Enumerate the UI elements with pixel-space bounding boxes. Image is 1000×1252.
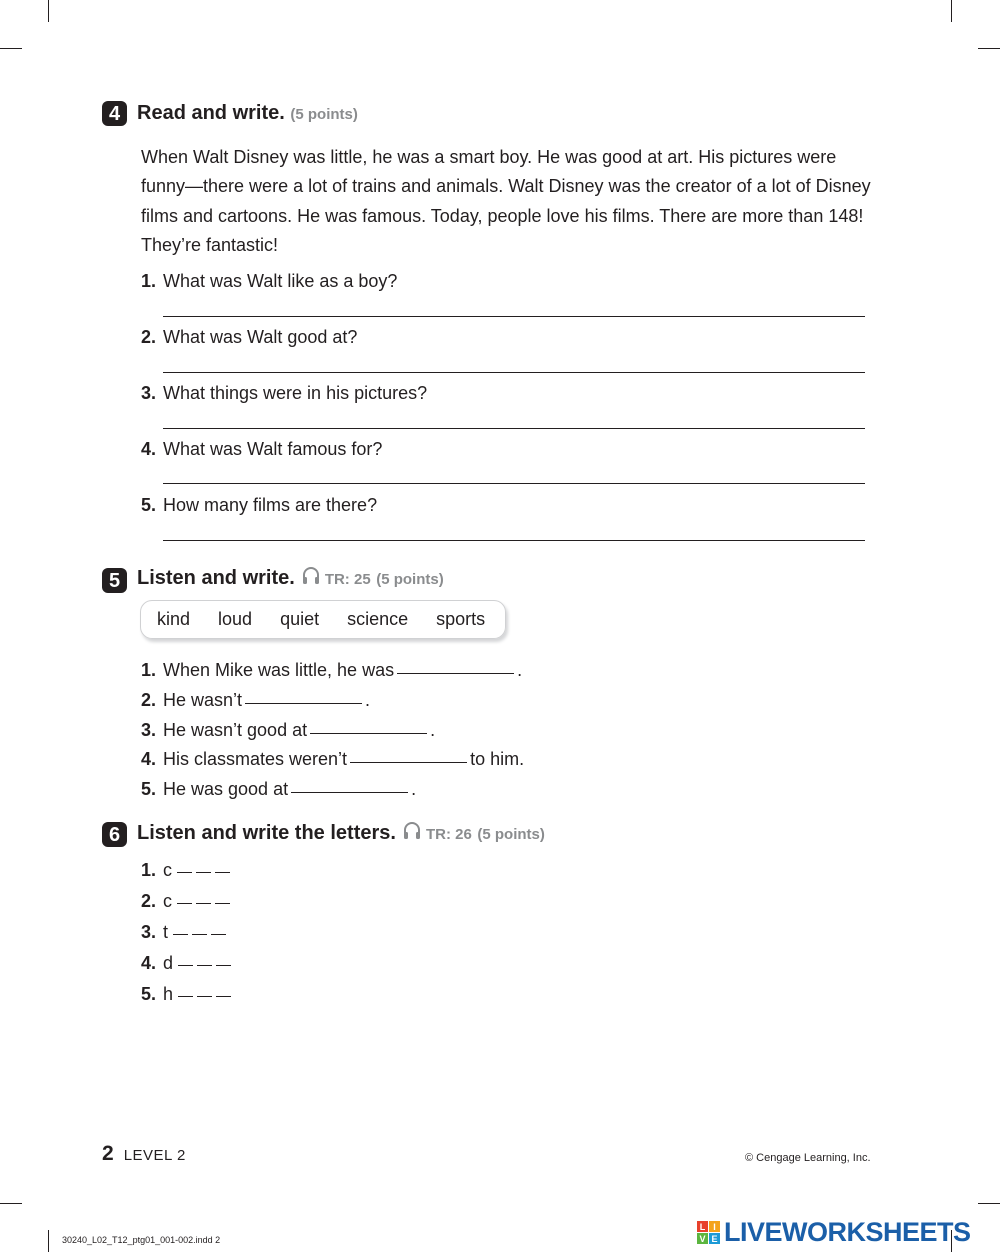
crop-mark bbox=[0, 48, 22, 49]
letter-blank[interactable] bbox=[197, 996, 212, 997]
item-number: 3. bbox=[141, 720, 157, 740]
letters-item bbox=[141, 860, 234, 881]
answer-line[interactable] bbox=[163, 372, 865, 373]
word-bank bbox=[140, 600, 506, 639]
item-text-after: . bbox=[411, 779, 417, 799]
crop-mark bbox=[978, 48, 1000, 49]
question-text: How many films are there? bbox=[163, 495, 378, 515]
section-5-title: Listen and write. bbox=[137, 567, 295, 589]
item-number: 1. bbox=[141, 860, 157, 880]
question-number: 3. bbox=[141, 383, 157, 403]
letter-blank[interactable] bbox=[173, 934, 188, 935]
item-number: 5. bbox=[141, 779, 157, 799]
answer-line[interactable] bbox=[163, 428, 865, 429]
level-label: LEVEL 2 bbox=[123, 1147, 186, 1164]
letter-blank[interactable] bbox=[177, 872, 192, 873]
fill-blank-item bbox=[141, 749, 524, 770]
letter-blank[interactable] bbox=[196, 903, 211, 904]
question-number: 4. bbox=[141, 439, 157, 459]
item-text-before: He was good at bbox=[163, 779, 289, 799]
question-item bbox=[141, 439, 382, 460]
logo-letter: V bbox=[697, 1233, 708, 1244]
letter-blank[interactable] bbox=[178, 996, 193, 997]
item-text-before: His classmates weren’t bbox=[163, 749, 348, 769]
letter-blank[interactable] bbox=[196, 872, 211, 873]
letter-blank[interactable] bbox=[211, 934, 226, 935]
word-bank-item: quiet bbox=[280, 609, 320, 629]
first-letter: c bbox=[163, 860, 172, 880]
first-letter: c bbox=[163, 891, 172, 911]
item-text-after: . bbox=[365, 690, 371, 710]
crop-mark bbox=[48, 0, 49, 22]
item-text-before: He wasn’t good at bbox=[163, 720, 308, 740]
question-item bbox=[141, 383, 427, 404]
crop-mark bbox=[951, 0, 952, 22]
item-number: 4. bbox=[141, 749, 157, 769]
section-6-number-badge: 6 bbox=[102, 822, 127, 847]
letter-blank[interactable] bbox=[197, 965, 212, 966]
question-text: What was Walt famous for? bbox=[163, 439, 383, 459]
question-item bbox=[141, 327, 357, 348]
letter-blank[interactable] bbox=[215, 903, 230, 904]
word-bank-item: loud bbox=[218, 609, 253, 629]
liveworksheets-logo[interactable] bbox=[697, 1217, 971, 1248]
item-number: 4. bbox=[141, 953, 157, 973]
question-item bbox=[141, 495, 377, 516]
section-4-heading bbox=[137, 102, 358, 125]
page-number: 2 bbox=[102, 1142, 114, 1165]
letters-item bbox=[141, 984, 235, 1005]
word-bank-item: science bbox=[347, 609, 409, 629]
item-text-after: to him. bbox=[470, 749, 525, 769]
fill-blank-item bbox=[141, 690, 370, 711]
question-text: What was Walt like as a boy? bbox=[163, 271, 398, 291]
letter-blank[interactable] bbox=[192, 934, 207, 935]
answer-line[interactable] bbox=[163, 540, 865, 541]
question-number: 5. bbox=[141, 495, 157, 515]
brand-name: LIVEWORKSHEETS bbox=[724, 1217, 971, 1247]
item-text-after: . bbox=[430, 720, 436, 740]
file-slug: 30240_L02_T12_ptg01_001-002.indd 2 bbox=[62, 1235, 221, 1245]
answer-line[interactable] bbox=[163, 316, 865, 317]
item-text-before: He wasn’t bbox=[163, 690, 243, 710]
first-letter: t bbox=[163, 922, 169, 942]
logo-icon bbox=[697, 1221, 720, 1244]
answer-blank[interactable] bbox=[397, 673, 514, 674]
question-number: 2. bbox=[141, 327, 157, 347]
section-4-title: Read and write. bbox=[137, 102, 285, 124]
answer-blank[interactable] bbox=[310, 733, 427, 734]
letter-blank[interactable] bbox=[177, 903, 192, 904]
question-item bbox=[141, 271, 397, 292]
item-text-after: . bbox=[517, 660, 523, 680]
section-6-heading bbox=[137, 821, 545, 847]
reading-passage: When Walt Disney was little, he was a smart boy. He was good at art. His pictures were funny—there were a lot of trains and animals. Walt Disney was the creator of a lot of Disney films and cartoons. He was famous. Today, people love his films. There are more than 148! They’re fantastic! bbox=[141, 147, 871, 255]
section-6-track: TR: 26 bbox=[425, 826, 472, 843]
headphones-icon bbox=[301, 566, 321, 592]
headphones-icon bbox=[402, 821, 422, 847]
crop-mark bbox=[978, 1203, 1000, 1204]
logo-letter: E bbox=[709, 1233, 720, 1244]
copyright-notice: © Cengage Learning, Inc. bbox=[745, 1152, 871, 1164]
item-number: 2. bbox=[141, 891, 157, 911]
answer-blank[interactable] bbox=[245, 703, 362, 704]
fill-blank-item bbox=[141, 779, 416, 800]
word-bank-item: sports bbox=[436, 609, 486, 629]
item-number: 1. bbox=[141, 660, 157, 680]
first-letter: h bbox=[163, 984, 174, 1004]
question-text: What things were in his pictures? bbox=[163, 383, 428, 403]
section-4-number-badge: 4 bbox=[102, 101, 127, 126]
section-4-points: (5 points) bbox=[290, 106, 358, 123]
first-letter: d bbox=[163, 953, 174, 973]
crop-mark bbox=[48, 1230, 49, 1252]
section-6-points: (5 points) bbox=[477, 826, 545, 843]
question-text: What was Walt good at? bbox=[163, 327, 358, 347]
item-number: 3. bbox=[141, 922, 157, 942]
word-bank-item: kind bbox=[157, 609, 191, 629]
section-5-number-badge: 5 bbox=[102, 568, 127, 593]
logo-letter: I bbox=[709, 1221, 720, 1232]
answer-line[interactable] bbox=[163, 483, 865, 484]
fill-blank-item bbox=[141, 660, 522, 681]
letter-blank[interactable] bbox=[215, 872, 230, 873]
item-number: 2. bbox=[141, 690, 157, 710]
section-5-points: (5 points) bbox=[376, 571, 444, 588]
section-5-track: TR: 25 bbox=[324, 571, 371, 588]
letter-blank[interactable] bbox=[178, 965, 193, 966]
section-5-heading bbox=[137, 566, 444, 592]
crop-mark bbox=[0, 1203, 22, 1204]
letter-blank[interactable] bbox=[216, 996, 231, 997]
answer-blank[interactable] bbox=[291, 792, 408, 793]
page-footer bbox=[102, 1142, 186, 1166]
section-6-title: Listen and write the letters. bbox=[137, 822, 396, 844]
item-number: 5. bbox=[141, 984, 157, 1004]
letters-item bbox=[141, 891, 234, 912]
item-text-before: When Mike was little, he was bbox=[163, 660, 395, 680]
logo-letter: L bbox=[697, 1221, 708, 1232]
letters-item bbox=[141, 922, 230, 943]
fill-blank-item bbox=[141, 720, 435, 741]
answer-blank[interactable] bbox=[350, 762, 467, 763]
question-number: 1. bbox=[141, 271, 157, 291]
letters-item bbox=[141, 953, 235, 974]
letter-blank[interactable] bbox=[216, 965, 231, 966]
